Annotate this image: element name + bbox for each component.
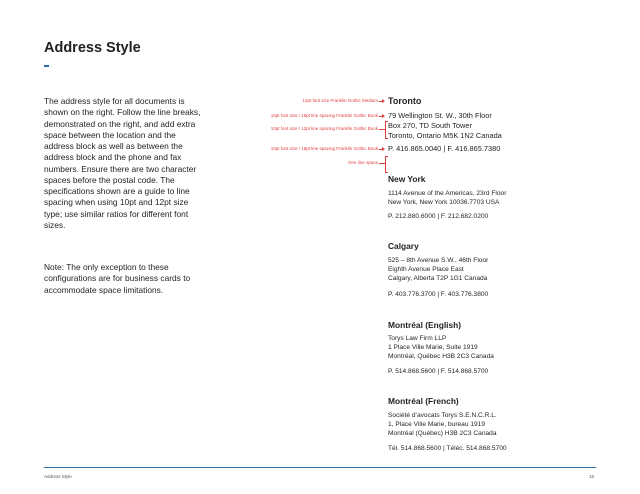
address-line: 1 Place Ville Marie, Suite 1919 bbox=[388, 344, 478, 351]
office-address-montreal-english bbox=[388, 334, 494, 361]
address-line: Toronto, Ontario M5K 1N2 Canada bbox=[388, 131, 502, 140]
footer-rule bbox=[44, 467, 596, 468]
title-accent-rule bbox=[44, 65, 49, 67]
page-title: Address Style bbox=[44, 40, 141, 56]
annotation-heading: 12pt font size Franklin Gothic Medium bbox=[302, 98, 378, 103]
annotation-line1-arrow-head bbox=[382, 114, 385, 118]
address-line: Montréal (Québec) H3B 2C3 Canada bbox=[388, 430, 497, 437]
office-heading-toronto: Toronto bbox=[388, 96, 422, 106]
address-line: Box 270, TD South Tower bbox=[388, 121, 472, 130]
address-line: 1, Place Ville Marie, bureau 1919 bbox=[388, 421, 486, 428]
office-address-toronto bbox=[388, 111, 502, 141]
office-heading-montreal-english: Montréal (English) bbox=[388, 320, 462, 330]
office-address-calgary bbox=[388, 256, 488, 283]
annotation-space-bracket bbox=[385, 156, 388, 173]
annotation-line1: 10pt font size / 18pt line spacing Franklin Gothic Book bbox=[270, 113, 378, 118]
address-line: 1114 Avenue of the Americas, 23rd Floor bbox=[388, 190, 507, 197]
annotation-line3-arrow-head bbox=[382, 147, 385, 151]
address-line: 525 – 8th Avenue S.W., 46th Floor bbox=[388, 257, 489, 264]
page-number: 15 bbox=[589, 474, 595, 479]
note-paragraph: Note: The only exception to these configurations are for business cards to accommodate space limitations. bbox=[44, 262, 191, 295]
annotation-space: One line space bbox=[347, 160, 378, 165]
address-line: Calgary, Alberta T2P 1G1 Canada bbox=[388, 275, 488, 282]
address-line: New York, New York 10036.7703 USA bbox=[388, 199, 500, 206]
office-phone-new-york: P. 212.880.6000 | F. 212.682.0200 bbox=[388, 213, 489, 220]
office-phone-calgary: P. 403.776.3700 | F. 403.776.3800 bbox=[388, 291, 489, 298]
annotation-line2: 10pt font size / 12pt line spacing Franklin Gothic Book bbox=[270, 126, 378, 131]
office-phone-montreal-english: P. 514.868.5600 | F. 514.868.5700 bbox=[388, 368, 489, 375]
office-address-new-york bbox=[388, 189, 506, 207]
office-heading-new-york: New York bbox=[388, 174, 426, 184]
address-line: 79 Wellington St. W., 30th Floor bbox=[388, 111, 492, 120]
office-heading-montreal-french: Montréal (French) bbox=[388, 396, 459, 406]
office-heading-calgary: Calgary bbox=[388, 241, 419, 251]
address-line: Montréal, Québec H3B 2C3 Canada bbox=[388, 353, 494, 360]
office-phone-montreal-french: Tél. 514.868.5600 | Téléc. 514.868.5700 bbox=[388, 445, 507, 452]
office-address-montreal-french bbox=[388, 411, 497, 438]
intro-paragraph: The address style for all documents is shown on the right. Follow the line breaks, demonstrated on the right, and add extra space between the location and the address block as well as between the address block and the phone and fax numbers. Ensure there are two character spaces before the postal code. The specifications shown are a guide to line spacing when using 10pt and 12pt size type; use similar ratios for different font sizes. bbox=[44, 96, 201, 230]
address-line: Société d’avocats Torys S.E.N.C.R.L. bbox=[388, 412, 497, 419]
address-line: Torys Law Firm LLP bbox=[388, 335, 447, 342]
annotation-heading-arrow-head bbox=[382, 99, 385, 103]
annotation-line3: 10pt font size / 18pt line spacing Franklin Gothic Book bbox=[270, 146, 378, 151]
office-phone-toronto: P. 416.865.0040 | F. 416.865.7380 bbox=[388, 144, 501, 153]
address-line: Eighth Avenue Place East bbox=[388, 266, 464, 273]
footer-section-label: Address Style bbox=[44, 474, 72, 479]
